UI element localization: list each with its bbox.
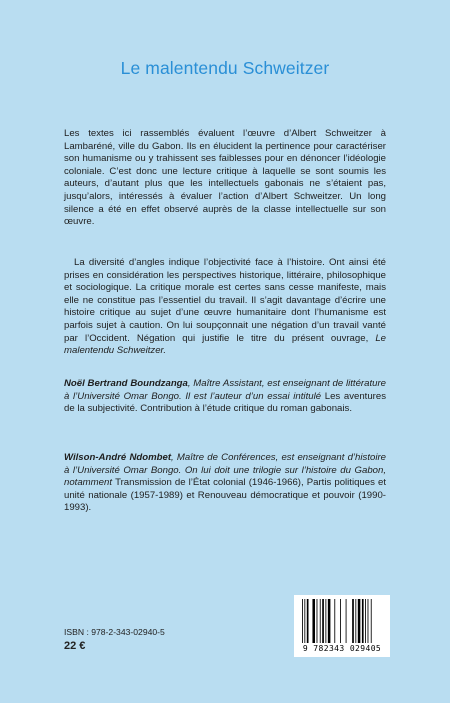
author-bio-2 (64, 452, 386, 515)
barcode-bar (302, 599, 303, 643)
barcode-bar (328, 599, 331, 643)
summary-paragraph-2 (64, 257, 386, 358)
barcode-bar (317, 599, 318, 643)
barcode-bar (365, 599, 366, 643)
barcode (294, 595, 390, 657)
barcode-bar (320, 599, 321, 643)
barcode-bar (358, 599, 361, 643)
author-1-works: Les aventures de la subjectivité. Contribution à l’étude critique du roman gabonais. (64, 390, 387, 415)
author-1-name: Noël Bertrand Boundzanga (64, 378, 188, 389)
barcode-bar (362, 599, 364, 643)
author-bio-1 (64, 378, 386, 416)
summary-paragraph-1: Les textes ici rassemblés évaluent l’œuvre d’Albert Schweitzer à Lambaréné, ville du Gabon. Ils en élucident la pertinence pour caractériser son humanisme ou y trahissent ses faiblesses pour en dénoncer l’idéologie coloniale. C’est donc une lecture critique à laquelle se sont soumis les auteurs, d’autant plus que les intellectuels gabonais ne s’étaient pas, jusqu’alors, intéressés à évaluer l’action d’Albert Schweitzer. Un long silence a été en effet observé auprès de la classe intellectuelle sur son œuvre. (64, 128, 386, 228)
book-title: Le malentendu Schweitzer (120, 58, 330, 78)
author-2-works: Transmission de l’État colonial (1946-1966), Partis politiques et unité nationale (1957-1989) et Renouveau démocratique et pouvoir (1990-1993). (64, 477, 387, 514)
barcode-bar (352, 599, 354, 643)
price: 22 € (64, 640, 86, 652)
barcode-bar (304, 599, 305, 643)
isbn: ISBN : 978-2-343-02940-5 (64, 627, 165, 637)
barcode-bar (325, 599, 326, 643)
author-2-role: , Maître de Conférences, est enseignant d’histoire à l’Université Omar Bongo. On lui doit une trilogie sur l’histoire du Gabon, notamment (64, 452, 386, 489)
barcode-number: 9 782343 029405 (302, 644, 382, 653)
author-2-name: Wilson-André Ndombet (64, 452, 172, 463)
barcode-bar (355, 599, 356, 643)
barcode-bar (312, 599, 315, 643)
barcode-bar (307, 599, 309, 643)
barcode-bar (340, 599, 341, 643)
summary-book-title: Le malentendu Schweitzer. (64, 332, 386, 357)
barcode-bar (334, 599, 335, 643)
summary-paragraph-2-text: La diversité d’angles indique l’objectivité face à l’histoire. Ont ainsi été prises en considération les perspectives historique, littéraire, philosophique et sociologique. La critique morale est certes sans cesse manifeste, mais elle ne constitue pas l’essentiel du travail. Il s’agit davantage d’écrire une histoire critique au sujet d’une œuvre humanitaire dont l’humanisme est parfois sujet à caution. On lui soupçonnait une négation d’un travail vanté par l’Occident. Négation qui justifie le titre du présent ouvrage, (64, 257, 386, 344)
author-1-role: , Maître Assistant, est enseignant de littérature à l’Université Omar Bongo. Il est l’auteur d’un essai intitulé (64, 378, 386, 402)
barcode-bar (322, 599, 324, 643)
barcode-bar (368, 599, 369, 643)
barcode-bar (346, 599, 347, 643)
barcode-bars (301, 599, 383, 643)
barcode-bar (371, 599, 372, 643)
